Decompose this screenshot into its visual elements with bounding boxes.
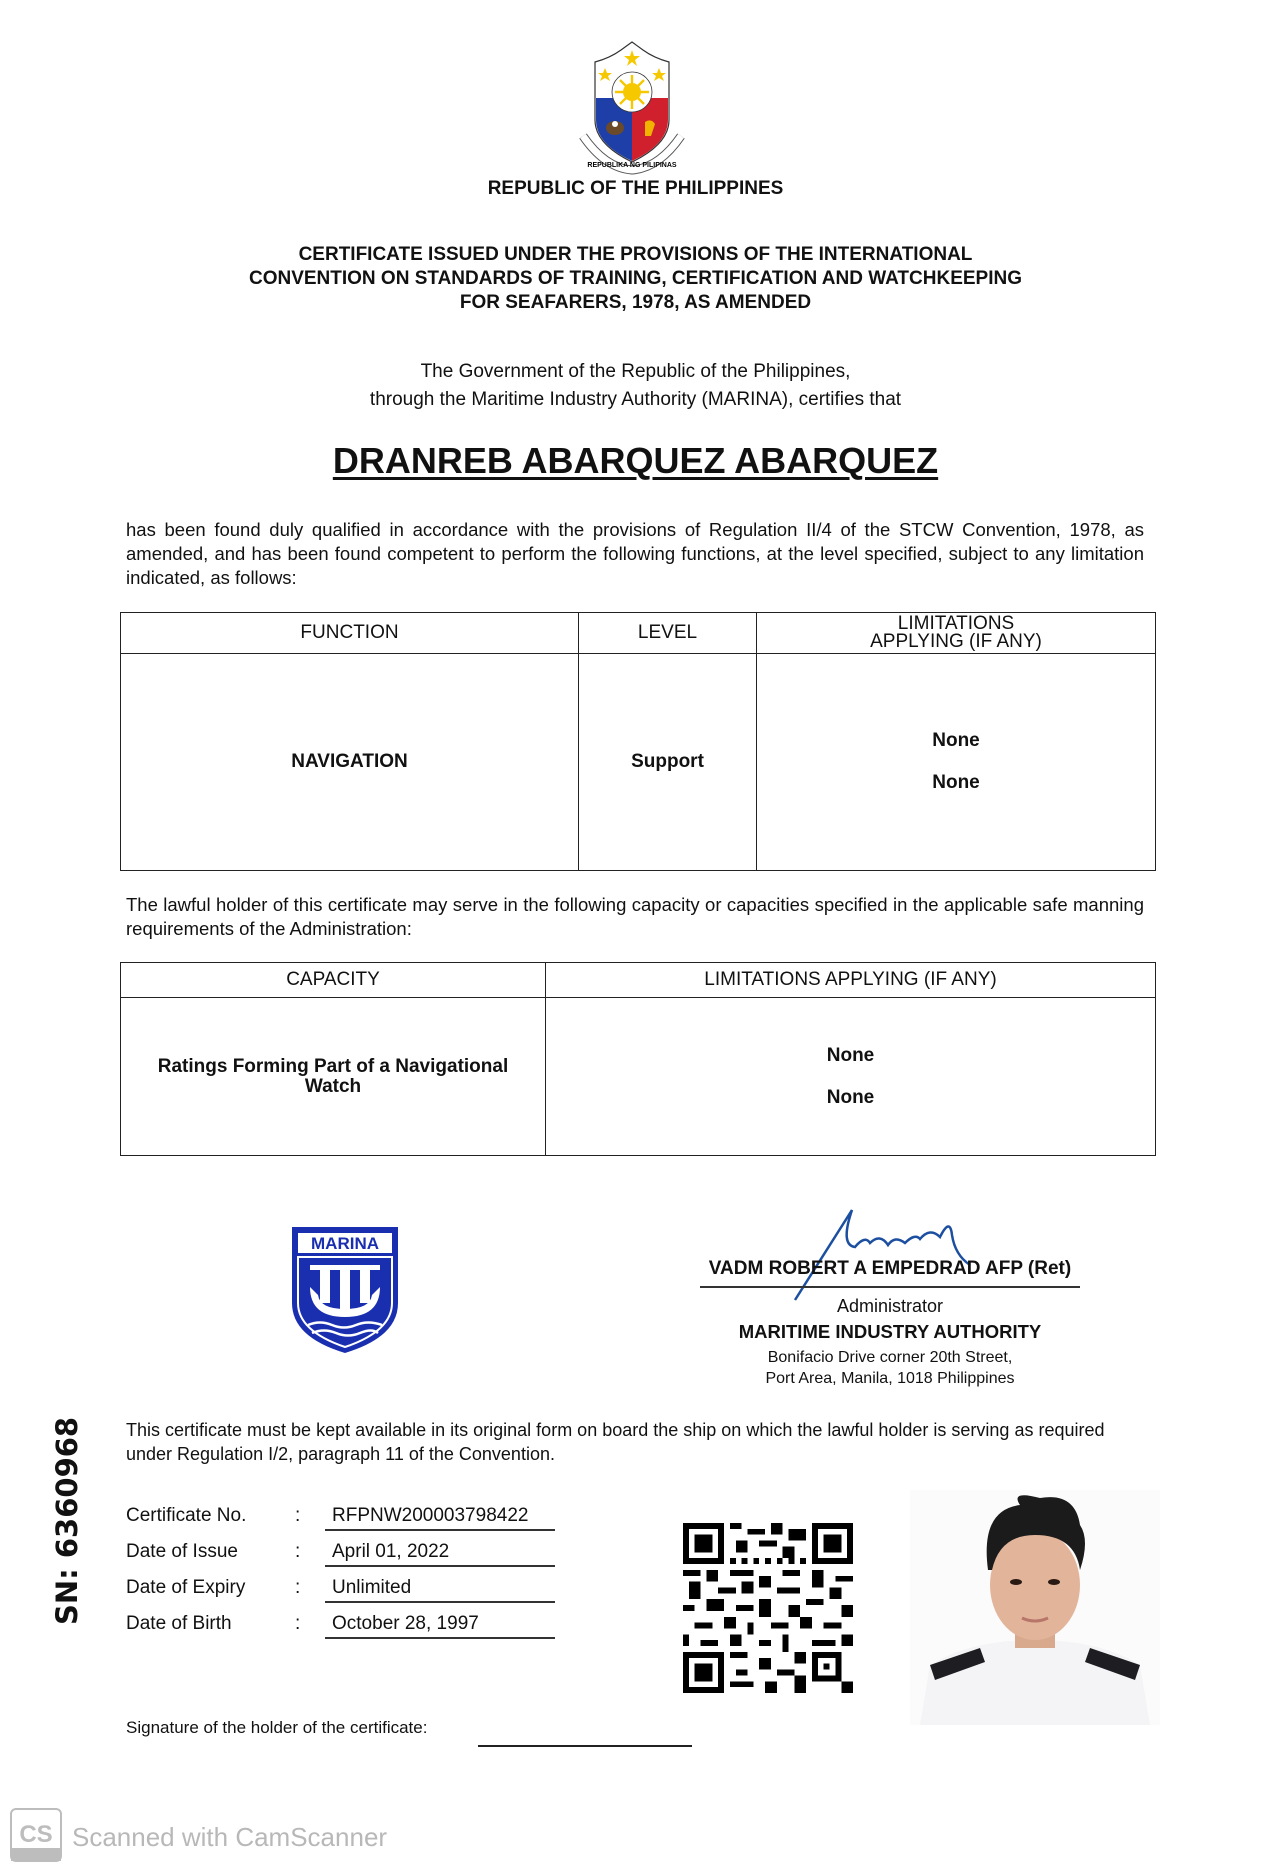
signatory-title: Administrator: [836, 1296, 944, 1316]
field-colon: :: [295, 1577, 301, 1598]
address-line: Port Area, Manila, 1018 Philippines: [765, 1370, 1015, 1387]
header-limitations: LIMITATIONS APPLYING (IF ANY): [546, 963, 1156, 998]
holder-signature-label: Signature of the holder of the certificate:: [126, 1718, 428, 1737]
philippine-seal-icon: [565, 40, 700, 175]
holder-photo: [910, 1490, 1160, 1725]
heading-line: CERTIFICATE ISSUED UNDER THE PROVISIONS OF THE INTERNATIONAL: [298, 244, 973, 265]
field-label: Date of Expiry: [126, 1577, 246, 1598]
camscanner-logo-icon: [10, 1808, 62, 1862]
limitation-value: None: [932, 772, 980, 793]
table-row: [121, 654, 1156, 871]
signature-line: [700, 1286, 1080, 1288]
field-value: April 01, 2022: [332, 1541, 450, 1562]
heading-line: FOR SEAFARERS, 1978, AS AMENDED: [459, 292, 812, 313]
country-title: REPUBLIC OF THE PHILIPPINES: [487, 178, 784, 199]
header-function: FUNCTION: [121, 613, 579, 654]
limitation-value: None: [826, 1044, 875, 1066]
svg-text:REPUBLIKA NG PILIPINAS: REPUBLIKA NG PILIPINAS: [587, 162, 677, 169]
serial-number: SN: 6360968: [50, 1416, 84, 1625]
function-cell: NAVIGATION: [121, 654, 579, 871]
certifies-statement: [0, 358, 1271, 414]
field-underline: [325, 1529, 555, 1531]
limitations-cell: [757, 654, 1156, 871]
certificate-heading: [0, 243, 1271, 315]
marina-logo-icon: [290, 1225, 400, 1355]
functions-table: [120, 612, 1156, 871]
qr-code-icon[interactable]: [683, 1523, 853, 1693]
capacity-paragraph: The lawful holder of this certificate may serve in the following capacity or capacities specified in the applicable safe manning requirements of the Administration:: [126, 894, 1144, 939]
limitation-value: None: [932, 730, 980, 751]
limitations-cell: [546, 998, 1156, 1156]
header-capacity: CAPACITY: [121, 963, 546, 998]
notice-paragraph: This certificate must be kept available in its original form on board the ship on which the lawful holder is serving as required under Regulation I/2, paragraph 11 of the Convention.: [126, 1420, 1105, 1464]
header-level: LEVEL: [579, 613, 757, 654]
table-row: [121, 998, 1156, 1156]
certifies-line: The Government of the Republic of the Philippines,: [420, 361, 851, 382]
field-label: Certificate No.: [126, 1505, 247, 1526]
field-underline: [325, 1601, 555, 1603]
holder-signature-line[interactable]: [478, 1745, 692, 1747]
field-value: Unlimited: [332, 1577, 412, 1598]
signatory-name: VADM ROBERT A EMPEDRAD AFP (Ret): [708, 1258, 1072, 1279]
field-colon: :: [295, 1505, 301, 1526]
field-colon: :: [295, 1541, 301, 1562]
address-line: Bonifacio Drive corner 20th Street,: [767, 1349, 1013, 1366]
svg-text:MARINA: MARINA: [311, 1234, 379, 1253]
field-value: October 28, 1997: [332, 1613, 479, 1634]
field-label: Date of Issue: [126, 1541, 238, 1562]
field-underline: [325, 1637, 555, 1639]
header-limitations-line: APPLYING (IF ANY): [870, 631, 1042, 652]
camscanner-watermark-text: Scanned with CamScanner: [72, 1822, 388, 1852]
limitation-value: None: [826, 1086, 875, 1108]
functions-header-row: [121, 613, 1156, 654]
svg-text:CS: CS: [19, 1821, 53, 1848]
holder-name-text: DRANREB ABARQUEZ ABARQUEZ: [332, 440, 939, 481]
field-label: Date of Birth: [126, 1613, 232, 1634]
heading-line: CONVENTION ON STANDARDS OF TRAINING, CERTIFICATION AND WATCHKEEPING: [248, 268, 1022, 289]
holder-name: [0, 440, 1271, 482]
capacity-table: [120, 962, 1156, 1156]
signatory-organization: MARITIME INDUSTRY AUTHORITY: [738, 1321, 1042, 1342]
field-underline: [325, 1565, 555, 1567]
signatory-address: [690, 1347, 1090, 1389]
field-value: RFPNW200003798422: [332, 1505, 529, 1526]
certifies-line: through the Maritime Industry Authority (MARINA), certifies that: [369, 389, 902, 410]
field-colon: :: [295, 1613, 301, 1634]
level-cell: Support: [579, 654, 757, 871]
qualification-paragraph: has been found duly qualified in accordance with the provisions of Regulation II/4 of the STCW Convention, 1978, as amended, and has been found competent to perform the following functions, at the level specified, subject to any limitation indicated, as follows:: [126, 519, 1144, 588]
header-limitations-line: LIMITATIONS: [897, 613, 1015, 634]
capacity-cell: Ratings Forming Part of a Navigational Watch: [121, 998, 546, 1156]
signature-scribble-icon: [770, 1205, 990, 1305]
capacity-header-row: [121, 963, 1156, 998]
header-limitations: [757, 613, 1156, 654]
